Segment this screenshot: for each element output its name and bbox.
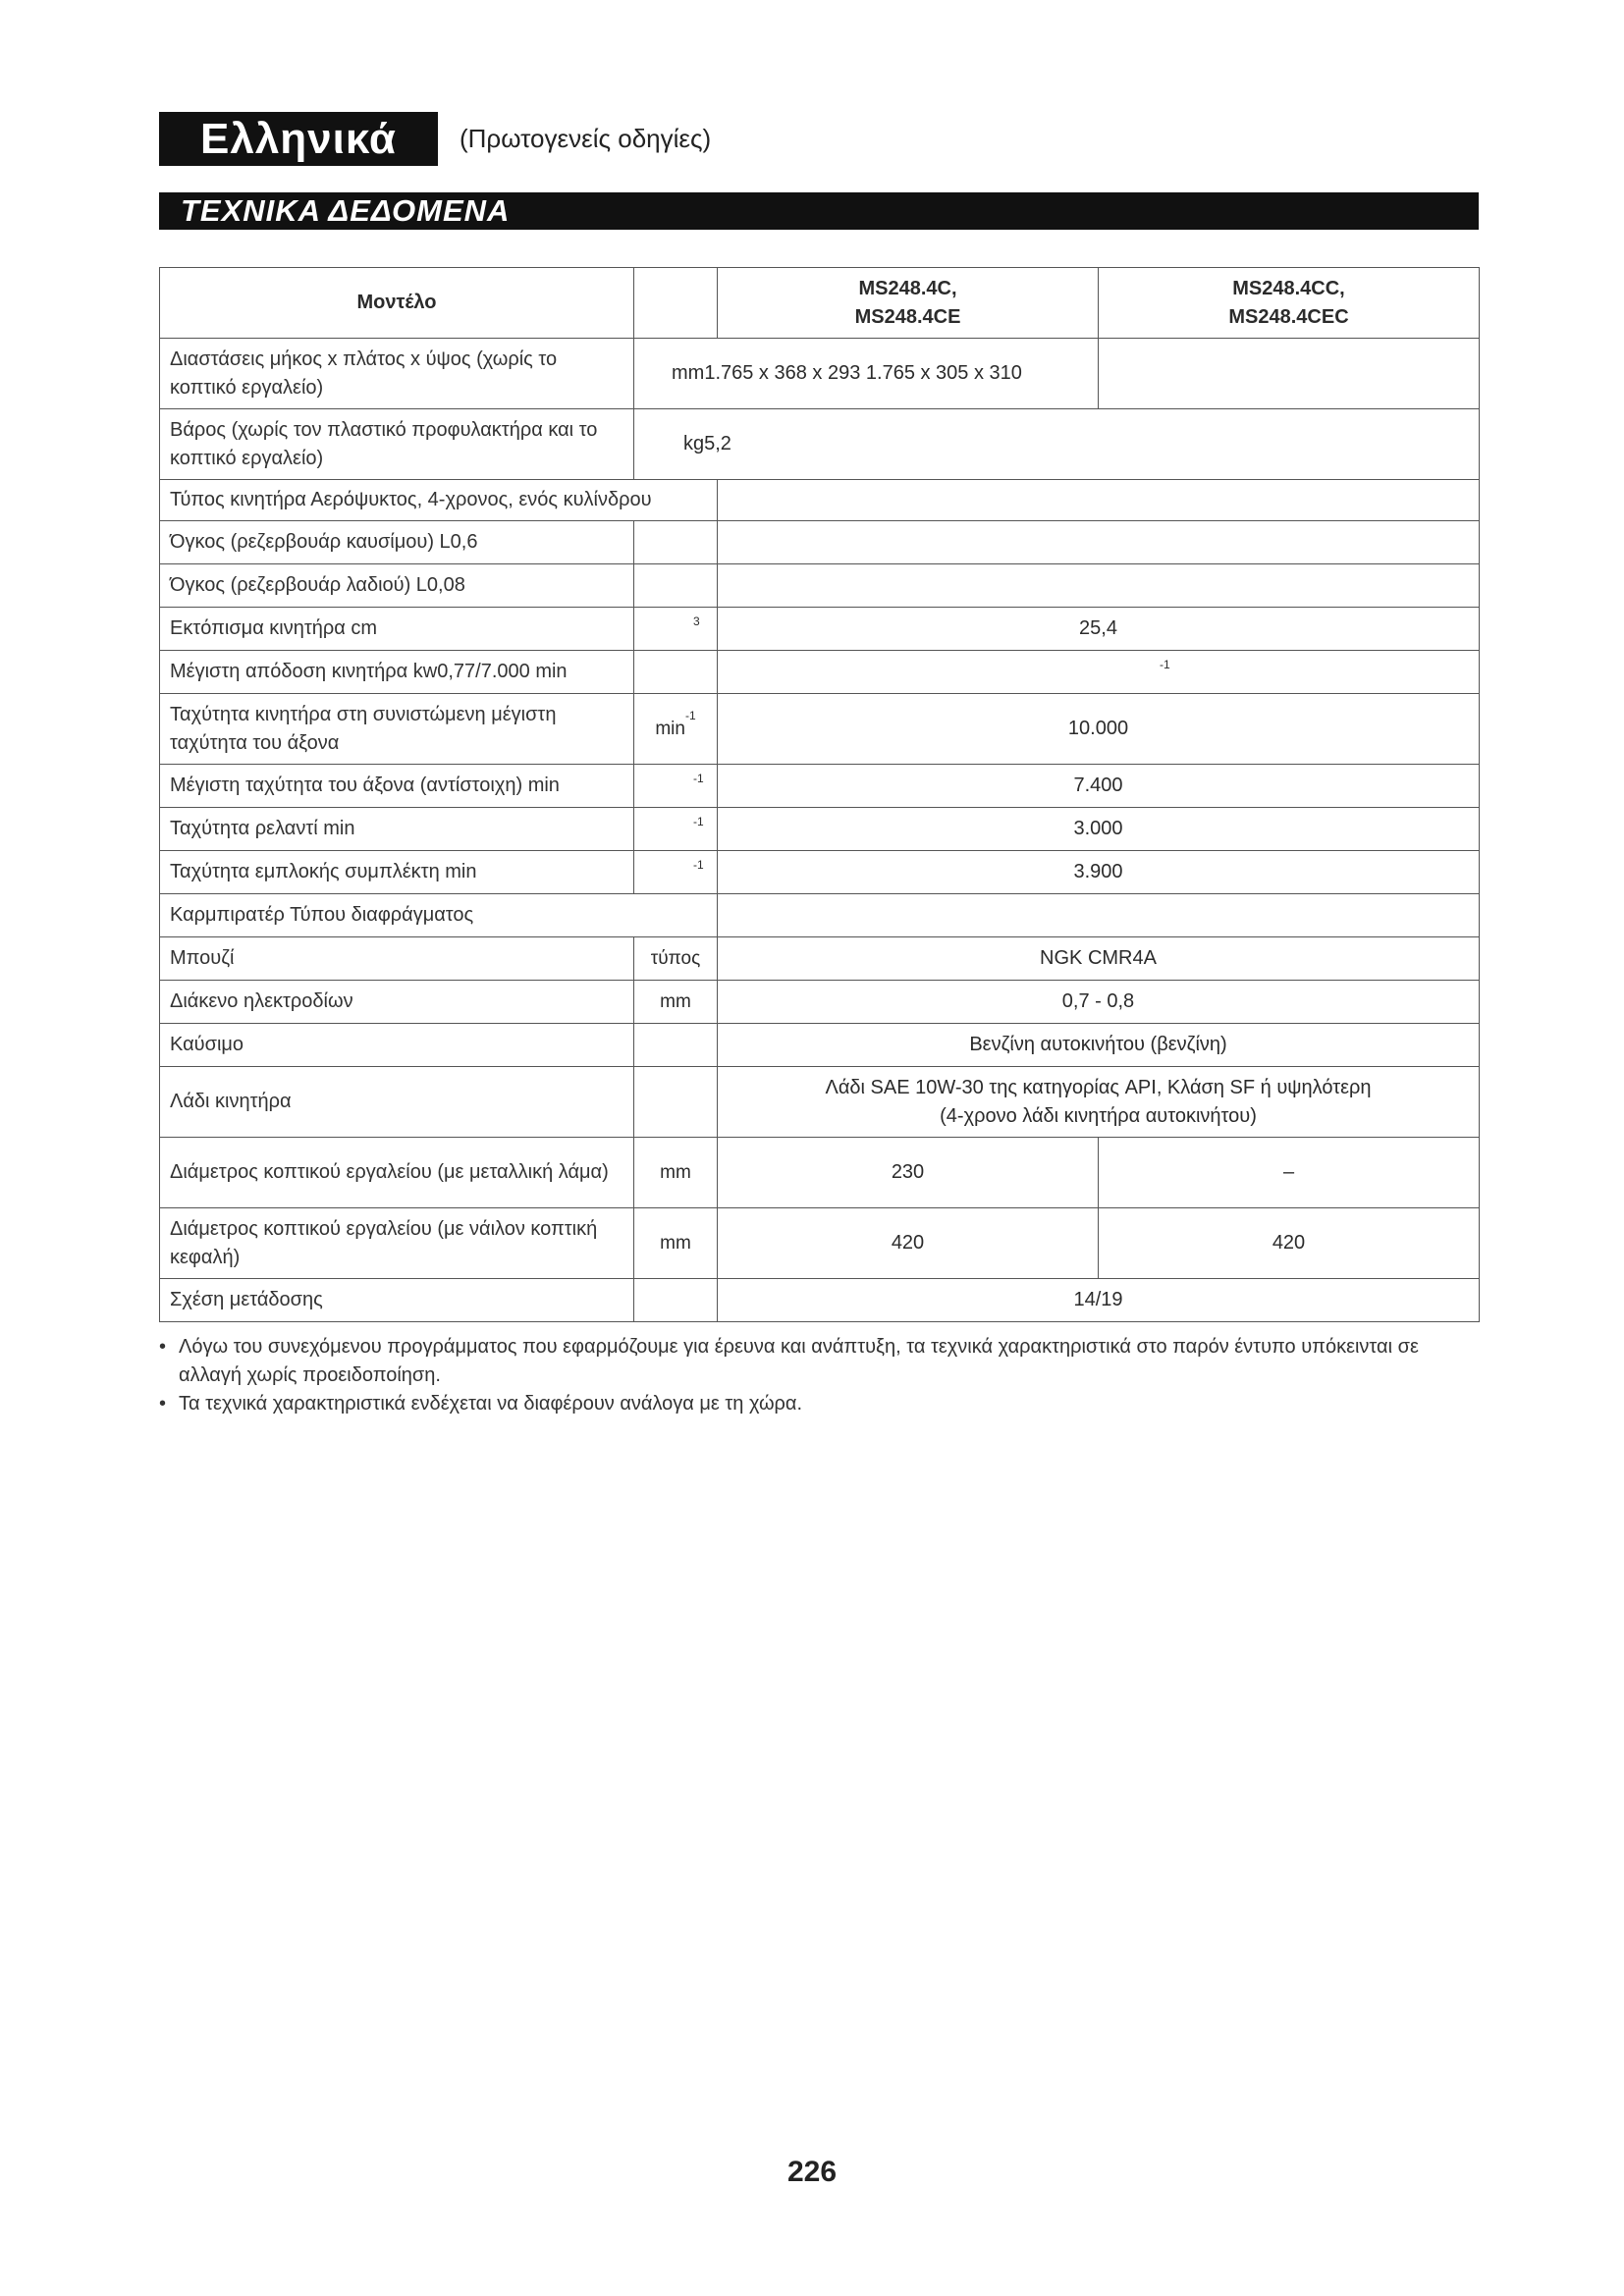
unit-header	[634, 268, 718, 339]
idle-value: 3.000	[718, 808, 1480, 851]
table-row	[160, 480, 1480, 521]
table-row	[160, 409, 1480, 480]
fuel-label: Καύσιμο	[160, 1024, 634, 1067]
table-row	[160, 694, 1480, 765]
electrode-gap-value: 0,7 - 0,8	[718, 981, 1480, 1024]
rec-speed-label: Ταχύτητα κινητήρα στη συνιστώμενη μέγιστη ταχύτητα του άξονα	[160, 694, 634, 765]
electrode-gap-unit: mm	[634, 981, 718, 1024]
subtitle: (Πρωτογενείς οδηγίες)	[460, 124, 712, 153]
table-row	[160, 851, 1480, 894]
notes	[159, 1333, 1479, 1418]
carburetor: Καρμπιρατέρ Τύπου διαφράγματος	[160, 894, 718, 937]
nylon-diameter-unit: mm	[634, 1208, 718, 1279]
note-item: • Τα τεχνικά χαρακτηριστικά ενδέχεται να διαφέρουν ανάλογα με τη χώρα.	[159, 1390, 1479, 1418]
bullet-icon: •	[159, 1336, 167, 1358]
max-shaft-label: Μέγιστη ταχύτητα του άξονα (αντίστοιχη) min	[160, 765, 634, 808]
note-item: • Λόγω του συνεχόμενου προγράμματος που εφαρμόζουμε για έρευνα και ανάπτυξη, τα τεχνικά χαρακτηριστικά στο παρόν έντυπο υπόκεινται σε αλλαγή χωρίς προειδοποίηση.	[159, 1333, 1479, 1390]
table-row	[160, 1024, 1480, 1067]
table-row	[160, 1208, 1480, 1279]
page-number: 226	[786, 2156, 838, 2188]
clutch-value: 3.900	[718, 851, 1480, 894]
dimensions-label: Διαστάσεις μήκος x πλάτος x ύψος (χωρίς το κοπτικό εργαλείο)	[160, 339, 634, 409]
displacement-sup: 3	[693, 614, 700, 628]
table-row	[160, 608, 1480, 651]
spark-plug-unit: τύπος	[634, 937, 718, 981]
spark-plug-label: Μπουζί	[160, 937, 634, 981]
blade-diameter-label: Διάμετρος κοπτικού εργαλείου (με μεταλλική λάμα)	[160, 1138, 634, 1208]
clutch-sup: -1	[693, 858, 704, 872]
table-row	[160, 765, 1480, 808]
max-shaft-sup: -1	[693, 772, 704, 785]
spark-plug-value: NGK CMR4A	[718, 937, 1480, 981]
dimensions-value: mm1.765 x 368 x 293 1.765 x 305 x 310	[634, 339, 1099, 409]
nylon-diameter-col1: 420	[718, 1208, 1099, 1279]
max-output-label: Μέγιστη απόδοση κινητήρα kw0,77/7.000 min	[160, 651, 634, 694]
table-row	[160, 937, 1480, 981]
model-col1-header: MS248.4C, MS248.4CE	[718, 268, 1099, 339]
table-row	[160, 808, 1480, 851]
table-row	[160, 521, 1480, 564]
blade-diameter-col1: 230	[718, 1138, 1099, 1208]
max-shaft-value: 7.400	[718, 765, 1480, 808]
table-row	[160, 1067, 1480, 1138]
weight-value: kg5,2	[634, 409, 1480, 480]
rec-speed-unit: $\min^{-1}$	[634, 694, 718, 765]
electrode-gap-label: Διάκενο ηλεκτροδίων	[160, 981, 634, 1024]
engine-oil-value: Λάδι SAE 10W-30 της κατηγορίας API, Κλάση SF ή υψηλότερη (4-χρονο λάδι κινητήρα αυτοκινήτου)	[718, 1067, 1480, 1138]
table-row	[160, 339, 1480, 409]
fuel-value: Βενζίνη αυτοκινήτου (βενζίνη)	[718, 1024, 1480, 1067]
engine-type: Τύπος κινητήρα Αερόψυκτος, 4-χρονος, ενός κυλίνδρου	[160, 480, 718, 521]
table-row	[160, 1138, 1480, 1208]
max-output-sup: -1	[1160, 658, 1170, 671]
table-row	[160, 1279, 1480, 1322]
nylon-diameter-label: Διάμετρος κοπτικού εργαλείου (με νάιλον κοπτική κεφαλή)	[160, 1208, 634, 1279]
engine-oil-label: Λάδι κινητήρα	[160, 1067, 634, 1138]
model-header: Μοντέλο	[160, 268, 634, 339]
language-label: Ελληνικά	[159, 112, 438, 166]
spec-table	[159, 267, 1480, 1322]
blade-diameter-col2: –	[1099, 1138, 1480, 1208]
table-row	[160, 894, 1480, 937]
oil-tank: Όγκος (ρεζερβουάρ λαδιού) L0,08	[160, 564, 634, 608]
bullet-icon: •	[159, 1393, 167, 1415]
displacement-label: Εκτόπισμα κινητήρα cm	[160, 608, 634, 651]
idle-label: Ταχύτητα ρελαντί min	[160, 808, 634, 851]
gear-ratio-label: Σχέση μετάδοσης	[160, 1279, 634, 1322]
table-row	[160, 651, 1480, 694]
table-row	[160, 268, 1480, 339]
blade-diameter-unit: mm	[634, 1138, 718, 1208]
weight-label: Βάρος (χωρίς τον πλαστικό προφυλακτήρα και το κοπτικό εργαλείο)	[160, 409, 634, 480]
rec-speed-value: 10.000	[718, 694, 1480, 765]
gear-ratio-value: 14/19	[718, 1279, 1480, 1322]
fuel-tank: Όγκος (ρεζερβουάρ καυσίμου) L0,6	[160, 521, 634, 564]
model-col2-header: MS248.4CC, MS248.4CEC	[1099, 268, 1480, 339]
idle-sup: -1	[693, 815, 704, 828]
section-title: ΤΕΧΝΙΚΑ ΔΕΔΟΜΕΝΑ	[159, 192, 1479, 230]
table-row	[160, 564, 1480, 608]
nylon-diameter-col2: 420	[1099, 1208, 1480, 1279]
clutch-label: Ταχύτητα εμπλοκής συμπλέκτη min	[160, 851, 634, 894]
displacement-value: 25,4	[718, 608, 1480, 651]
table-row	[160, 981, 1480, 1024]
